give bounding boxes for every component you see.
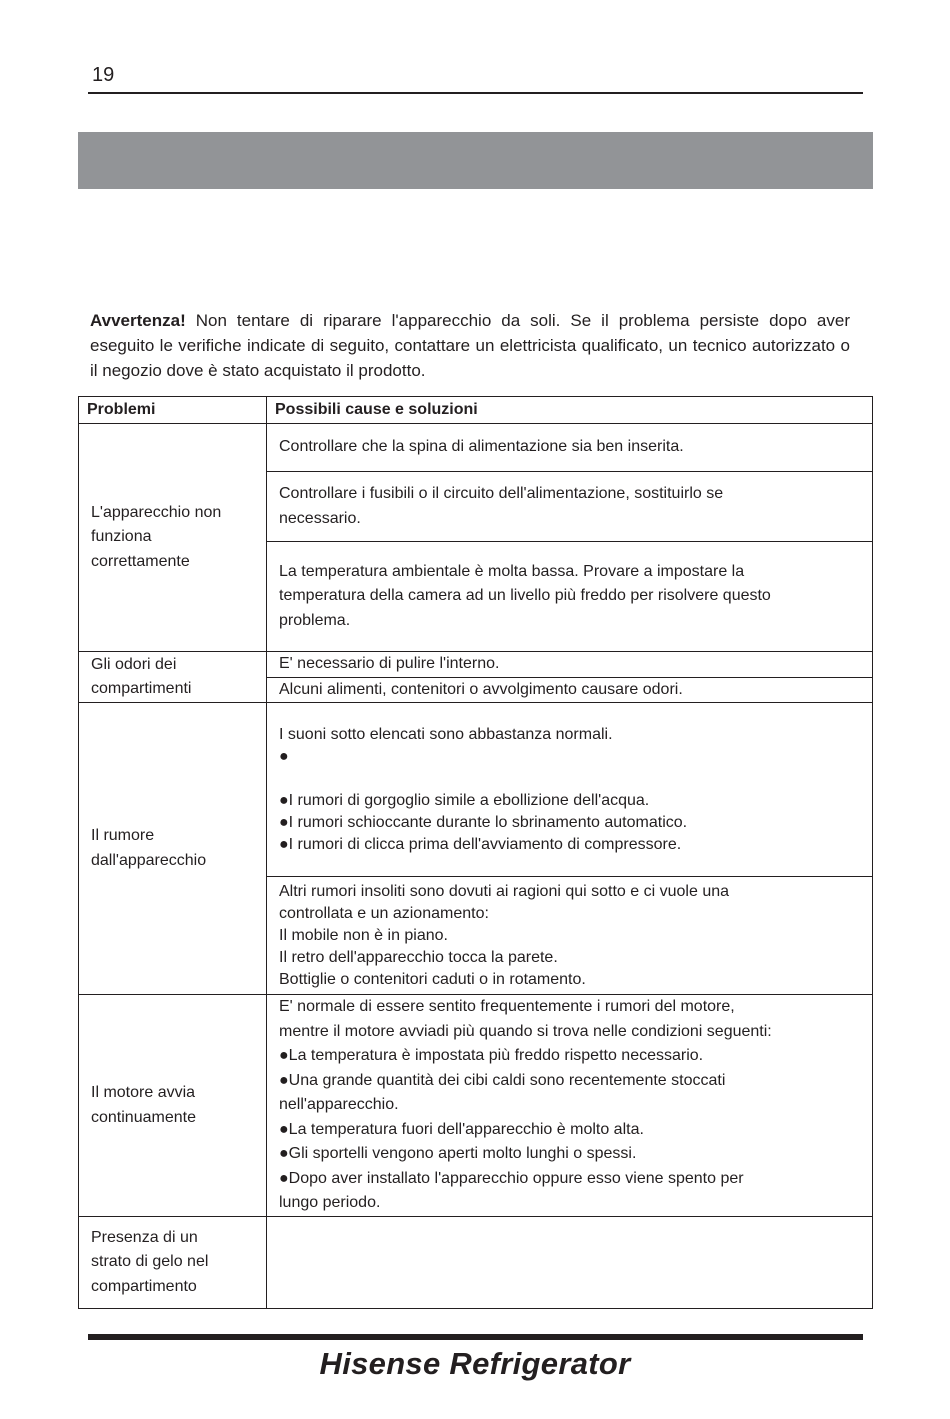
problem-line: Il motore avvia [91,1084,196,1101]
solution-line: mentre il motore avviadi più quando si trova nelle condizioni seguenti: [279,1022,772,1040]
warning-label: Avvertenza! [90,311,186,330]
troubleshooting-table [78,396,873,1309]
solution-line: ●I rumori di gorgoglio simile a ebollizione dell'acqua. [279,791,650,809]
problem-line: continuamente [91,1108,196,1126]
table-row [79,995,873,1217]
section-title-band [78,132,873,189]
solution-line [279,768,860,790]
solution-cell [267,542,873,652]
problem-line: dall'apparecchio [91,851,207,869]
solution-cell [267,877,873,995]
solution-line: nell'apparecchio. [279,1096,399,1114]
solution-cell [267,472,873,542]
problem-line: Gli odori dei [91,655,177,673]
page-number: 19 [92,64,115,86]
solution-line: Altri rumori insoliti sono dovuti ai ragioni qui sotto e ci vuole una [279,882,730,900]
solution-line: ●Dopo aver installato l'apparecchio oppure esso viene spento per [279,1169,744,1187]
problem-cell [79,703,267,995]
table-row [79,652,873,678]
solution-line: ●La temperatura fuori dell'apparecchio è molto alta. [279,1120,644,1138]
problem-line: L'apparecchio non [91,503,222,521]
problem-line: compartimento [91,1277,197,1295]
problem-line: funziona [91,528,152,546]
solution-line: I suoni sotto elencati sono abbastanza normali. [279,725,613,743]
solution-line: necessario. [279,509,361,527]
header-rule [88,92,863,94]
solution-line: Il retro dell'apparecchio tocca la parete. [279,948,558,966]
warning-paragraph [90,308,850,383]
solution-line: Alcuni alimenti, contenitori o avvolgimento causare odori. [279,680,683,698]
solution-cell [267,1217,873,1309]
table-row [79,1217,873,1309]
solution-line: problema. [279,611,351,629]
solution-line: Il mobile non è in piano. [279,926,448,944]
solution-line: ●I rumori di clicca prima dell'avviamento di compressore. [279,835,682,853]
solution-line: lungo periodo. [279,1194,381,1212]
solution-line: E' normale di essere sentito frequentemente i rumori del motore, [279,998,735,1016]
problem-cell [79,995,267,1217]
solution-cell [267,703,873,877]
solution-line: ●Una grande quantità dei cibi caldi sono recentemente stoccati [279,1071,726,1089]
warning-text: Non tentare di riparare l'apparecchio da soli. Se il problema persiste dopo aver eseguito le verifiche indicate di seguito, contattare un elettricista qualificato, un tecnico autorizzato o il negozio dove è stato acquistato il prodotto. [90,311,850,380]
solution-line: Bottiglie o contenitori caduti o in rotamento. [279,970,586,988]
problem-cell [79,424,267,652]
problem-line: correttamente [91,552,190,570]
solution-cell [267,424,873,472]
column-header-problems: Problemi [79,397,267,424]
solution-line: La temperatura ambientale è molta bassa. Provare a impostare la [279,562,745,580]
solution-cell [267,677,873,703]
problem-line: Il rumore [91,827,155,844]
solution-cell [267,652,873,678]
table-header-row [79,397,873,424]
solution-line: ●La temperatura è impostata più freddo rispetto necessario. [279,1047,704,1065]
problem-cell [79,1217,267,1309]
table-row [79,703,873,877]
brand-footer: Hisense Refrigerator [319,1346,631,1381]
solution-line: E' necessario di pulire l'interno. [279,655,500,672]
solution-cell [267,995,873,1217]
solution-line: Controllare i fusibili o il circuito dell'alimentazione, sostituirlo se [279,485,724,502]
solution-line: ● [279,747,289,765]
column-header-solutions: Possibili cause e soluzioni [267,397,873,424]
solution-line: Controllare che la spina di alimentazione sia ben inserita. [279,438,684,456]
solution-line: ●Gli sportelli vengono aperti molto lunghi o spessi. [279,1145,637,1163]
problem-line: Presenza di un [91,1228,198,1246]
problem-line: strato di gelo nel [91,1253,209,1271]
solution-line: temperatura della camera ad un livello più freddo per risolvere questo [279,587,771,605]
solution-line: controllata e un azionamento: [279,904,489,922]
solution-line: ●I rumori schioccante durante lo sbrinamento automatico. [279,813,688,831]
problem-line: compartimenti [91,680,192,697]
table-row [79,424,873,472]
problem-cell [79,652,267,703]
footer-rule [88,1334,863,1340]
